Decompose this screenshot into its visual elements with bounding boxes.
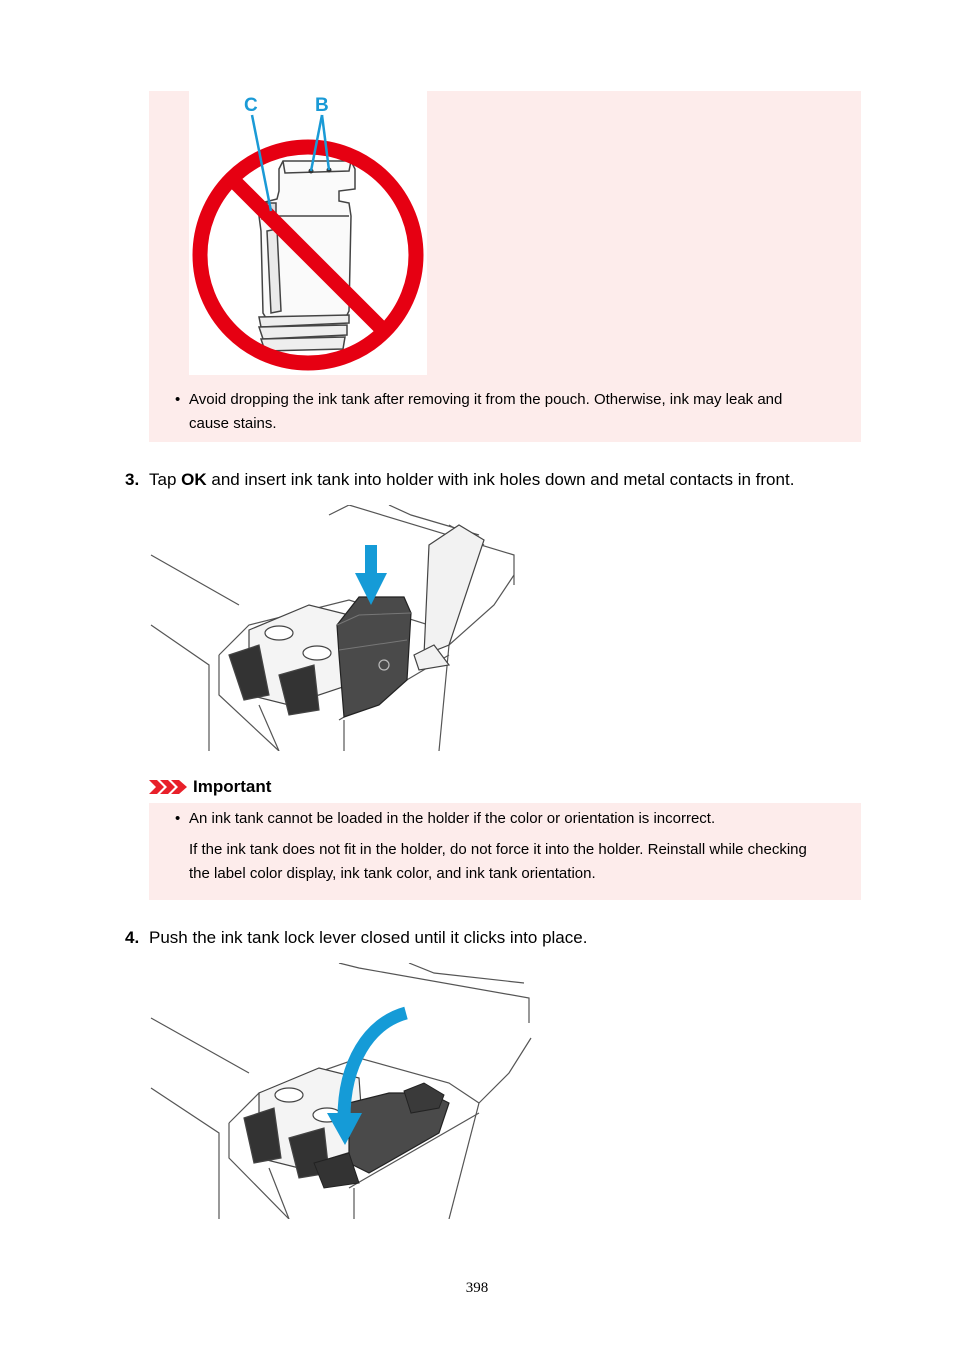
caution-bullet-line2: cause stains.	[189, 415, 277, 432]
step-3	[125, 468, 794, 492]
prohibited-ink-tank-figure	[189, 91, 427, 375]
page-number: 398	[465, 1280, 489, 1296]
bullet-dot: •	[175, 391, 181, 408]
step-3-ok: OK	[181, 470, 207, 489]
step-4-text: Push the ink tank lock lever closed until it clicks into place.	[149, 928, 588, 947]
important-chevron-icon	[149, 778, 189, 796]
important-heading	[149, 775, 271, 799]
important-para-line1: If the ink tank does not fit in the holder, do not force it into the holder. Reinstall while checking	[189, 841, 807, 858]
insert-ink-tank-figure	[149, 505, 519, 751]
label-c: C	[244, 95, 258, 116]
down-arrow-icon	[355, 545, 387, 605]
step-3-text-after: and insert ink tank into holder with ink holes down and metal contacts in front.	[206, 470, 795, 489]
step-4	[125, 926, 587, 950]
label-b: B	[315, 95, 329, 116]
step-3-text-before: Tap	[149, 470, 182, 489]
caution-bullet-line1: Avoid dropping the ink tank after removing it from the pouch. Otherwise, ink may leak and	[189, 391, 783, 408]
step-4-number: 4.	[125, 928, 140, 947]
important-para-line2: the label color display, ink tank color, and ink tank orientation.	[189, 865, 596, 882]
important-bullet-text: An ink tank cannot be loaded in the holder if the color or orientation is incorrect.	[189, 810, 716, 827]
close-lever-figure	[149, 963, 533, 1219]
bullet-dot: •	[175, 810, 181, 827]
ink-tank-illustration	[337, 597, 411, 717]
step-3-number: 3.	[125, 470, 140, 489]
important-label: Important	[193, 777, 272, 796]
